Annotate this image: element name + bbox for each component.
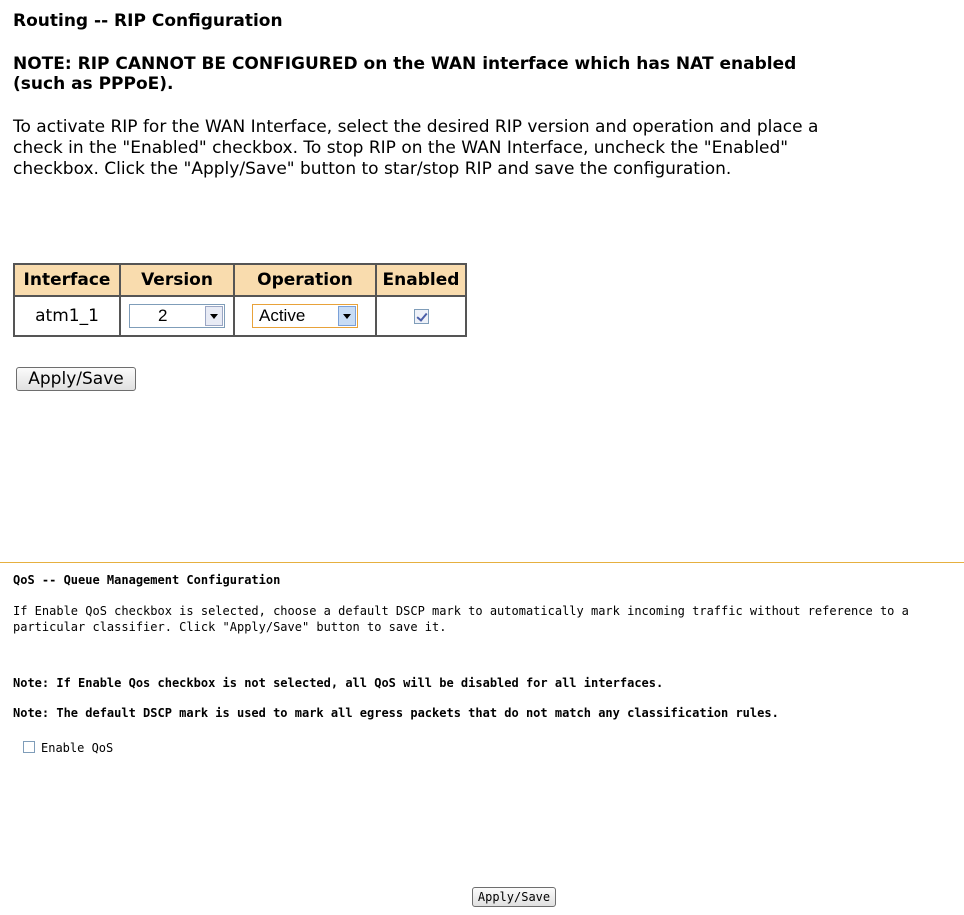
header-enabled: Enabled bbox=[376, 264, 466, 296]
rip-note: NOTE: RIP CANNOT BE CONFIGURED on the WAN interface which has NAT enabled (such as PPPoE). bbox=[13, 54, 797, 94]
chevron-down-icon[interactable] bbox=[338, 306, 356, 326]
version-cell bbox=[120, 296, 234, 336]
version-value: 2 bbox=[158, 306, 168, 325]
table-header-row bbox=[14, 264, 466, 296]
rip-description: To activate RIP for the WAN Interface, select the desired RIP version and operation and place a check in the "Enabled" checkbox. To stop RIP on the WAN Interface, uncheck the "Enabled" checkbox. Click the "Apply/Save" button to star/stop RIP and save the configuration. bbox=[13, 117, 819, 179]
rip-enabled-checkbox[interactable] bbox=[414, 309, 429, 324]
header-interface: Interface bbox=[14, 264, 120, 296]
qos-note-disabled: Note: If Enable Qos checkbox is not selected, all QoS will be disabled for all interfaces. bbox=[13, 676, 664, 690]
enable-qos-checkbox[interactable] bbox=[23, 741, 35, 753]
enabled-cell bbox=[376, 296, 466, 336]
header-version: Version bbox=[120, 264, 234, 296]
operation-value: Active bbox=[259, 306, 306, 325]
enable-qos-label: Enable QoS bbox=[41, 741, 114, 755]
rip-apply-save-button[interactable]: Apply/Save bbox=[16, 367, 136, 391]
interface-cell: atm1_1 bbox=[14, 296, 120, 336]
enable-qos-row bbox=[23, 741, 113, 755]
table-row bbox=[14, 296, 466, 336]
page-title: Routing -- RIP Configuration bbox=[13, 11, 283, 31]
section-divider bbox=[0, 562, 964, 563]
qos-title: QoS -- Queue Management Configuration bbox=[13, 573, 281, 587]
qos-apply-save-button[interactable]: Apply/Save bbox=[472, 887, 556, 907]
operation-cell bbox=[234, 296, 376, 336]
version-select[interactable] bbox=[129, 304, 225, 328]
chevron-down-icon[interactable] bbox=[205, 306, 223, 326]
qos-note-dscp: Note: The default DSCP mark is used to mark all egress packets that do not match any classification rules. bbox=[13, 706, 779, 720]
qos-description: If Enable QoS checkbox is selected, choose a default DSCP mark to automatically mark incoming traffic without reference to a particular classifier. Click "Apply/Save" button to save it. bbox=[13, 604, 909, 634]
header-operation: Operation bbox=[234, 264, 376, 296]
operation-select[interactable] bbox=[252, 304, 358, 328]
rip-table bbox=[13, 263, 467, 337]
